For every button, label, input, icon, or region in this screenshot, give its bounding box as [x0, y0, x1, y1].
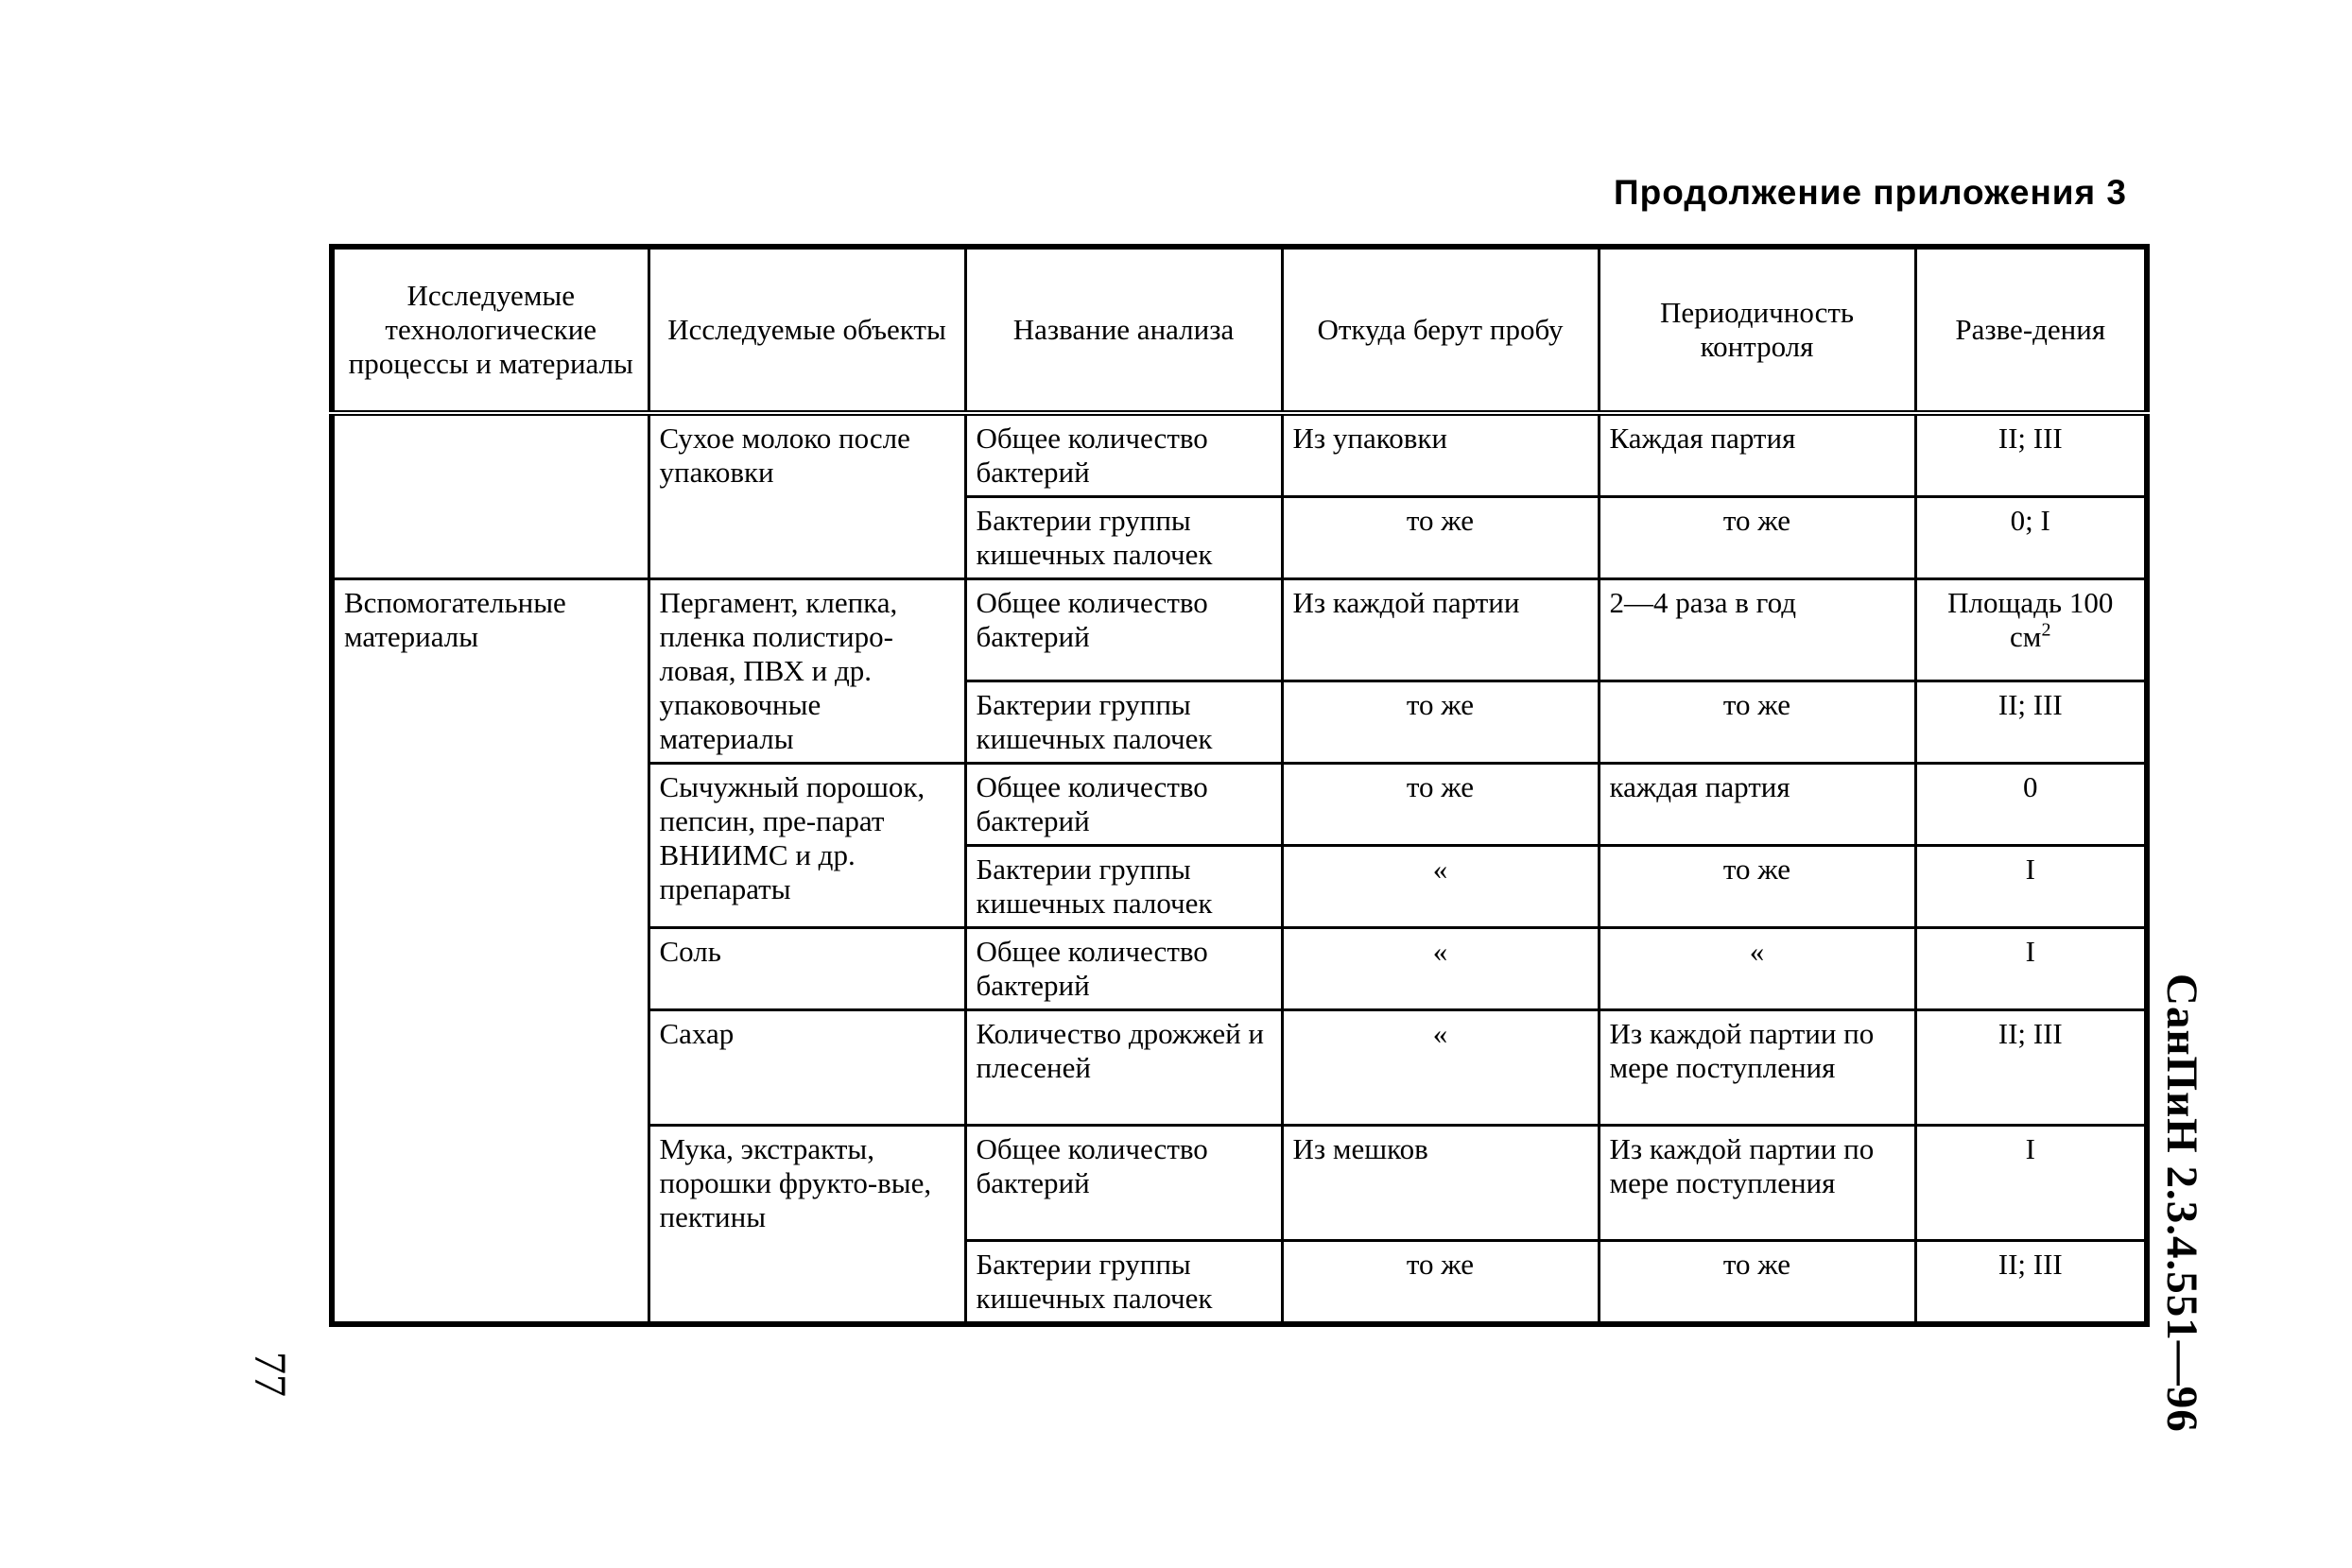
cell-dilution: II; III	[1915, 1241, 2147, 1325]
cell-period: Каждая партия	[1599, 413, 1915, 497]
header-period: Периодичность контроля	[1599, 247, 1915, 413]
cell-period: то же	[1599, 846, 1915, 928]
document-code: СанПиН 2.3.4.551—96	[2157, 974, 2206, 1433]
table-row	[332, 413, 2147, 497]
header-object: Исследуемые объекты	[649, 247, 965, 413]
header-process: Исследуемые технологические процессы и материалы	[332, 247, 649, 413]
cell-source: «	[1282, 846, 1599, 928]
cell-dilution: 0	[1915, 764, 2147, 846]
cell-object: Сахар	[649, 1010, 965, 1126]
cell-source: «	[1282, 1010, 1599, 1126]
cell-source: Из мешков	[1282, 1126, 1599, 1241]
cell-analysis: Бактерии группы кишечных палочек	[965, 497, 1282, 579]
cell-source: то же	[1282, 764, 1599, 846]
cell-source: Из упаковки	[1282, 413, 1599, 497]
dilution-area-superscript: 2	[2041, 619, 2051, 641]
cell-source: то же	[1282, 497, 1599, 579]
cell-source: то же	[1282, 1241, 1599, 1325]
cell-analysis: Бактерии группы кишечных палочек	[965, 1241, 1282, 1325]
cell-dilution: I	[1915, 1126, 2147, 1241]
cell-analysis: Общее количество бактерий	[965, 764, 1282, 846]
dilution-area-text: Площадь 100 см	[1947, 586, 2114, 653]
cell-source: Из каждой партии	[1282, 579, 1599, 681]
cell-period: то же	[1599, 497, 1915, 579]
cell-period: Из каждой партии по мере поступления	[1599, 1126, 1915, 1241]
cell-analysis: Общее количество бактерий	[965, 1126, 1282, 1241]
cell-period: 2—4 раза в год	[1599, 579, 1915, 681]
cell-object: Сухое молоко после упаковки	[649, 413, 965, 579]
cell-dilution: II; III	[1915, 413, 2147, 497]
header-source: Откуда берут пробу	[1282, 247, 1599, 413]
cell-object: Пергамент, клепка, пленка полистиро-ловая, ПВХ и др. упаковочные материалы	[649, 579, 965, 764]
cell-analysis: Общее количество бактерий	[965, 928, 1282, 1010]
cell-dilution	[1915, 579, 2147, 681]
cell-period: то же	[1599, 1241, 1915, 1325]
cell-period: «	[1599, 928, 1915, 1010]
cell-analysis: Бактерии группы кишечных палочек	[965, 681, 1282, 764]
cell-dilution: I	[1915, 928, 2147, 1010]
cell-source: то же	[1282, 681, 1599, 764]
cell-dilution: I	[1915, 846, 2147, 928]
cell-dilution: 0; I	[1915, 497, 2147, 579]
appendix-heading: Продолжение приложения 3	[1614, 173, 2127, 212]
cell-analysis: Общее количество бактерий	[965, 579, 1282, 681]
cell-analysis: Бактерии группы кишечных палочек	[965, 846, 1282, 928]
cell-object: Сычужный порошок, пепсин, пре-парат ВНИИМС и др. препараты	[649, 764, 965, 928]
cell-period: Из каждой партии по мере поступления	[1599, 1010, 1915, 1126]
cell-dilution: II; III	[1915, 1010, 2147, 1126]
cell-object: Мука, экстракты, порошки фрукто-вые, пектины	[649, 1126, 965, 1325]
cell-analysis: Количество дрожжей и плесеней	[965, 1010, 1282, 1126]
header-dilution: Разве-дения	[1915, 247, 2147, 413]
cell-period: каждая партия	[1599, 764, 1915, 846]
cell-source: «	[1282, 928, 1599, 1010]
page-number: 77	[245, 1352, 295, 1397]
cell-period: то же	[1599, 681, 1915, 764]
cell-process: Вспомогательные материалы	[332, 579, 649, 1325]
cell-process	[332, 413, 649, 579]
control-table	[329, 244, 2150, 1327]
cell-analysis: Общее количество бактерий	[965, 413, 1282, 497]
table-header-row	[332, 247, 2147, 413]
cell-dilution: II; III	[1915, 681, 2147, 764]
table-row	[332, 579, 2147, 681]
header-analysis: Название анализа	[965, 247, 1282, 413]
cell-object: Соль	[649, 928, 965, 1010]
